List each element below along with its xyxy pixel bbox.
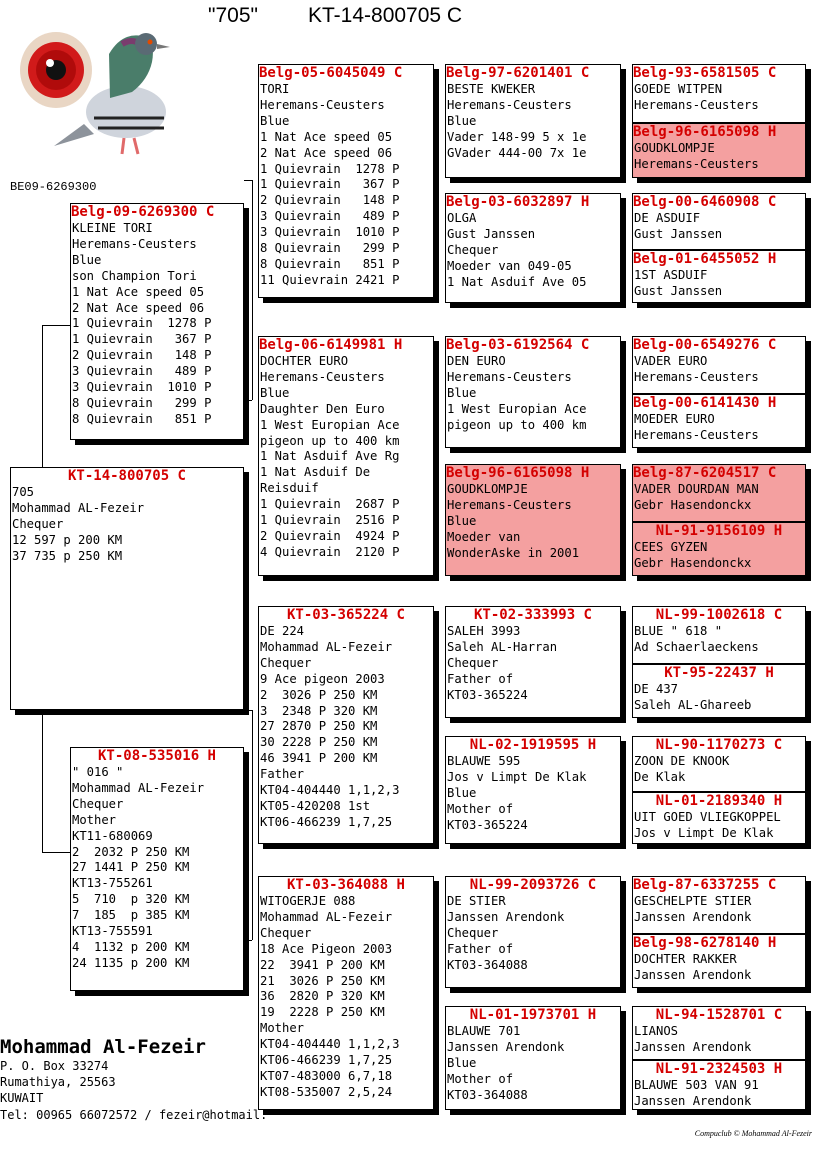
detail-line: Blue: [260, 385, 290, 400]
connector: [438, 935, 439, 1065]
ring-number: KT-08-535016 H: [97, 748, 216, 764]
detail-line: 1 Quievrain 2516 P: [260, 513, 400, 528]
detail-line: Jos v Limpt De Klak: [447, 769, 587, 784]
detail-line: 1 Quievrain 367 P: [260, 177, 400, 192]
detail-line: Daughter Den Euro: [260, 401, 385, 416]
ring-number: NL-91-2324503 H: [655, 1061, 783, 1077]
connector: [625, 362, 626, 420]
detail-line: 1 Quievrain 1278 P: [72, 316, 212, 331]
detail-line: Blue: [447, 785, 477, 800]
detail-line: WITOGERJE 088: [260, 894, 356, 908]
ring-number: KT-14-800705 C: [67, 468, 186, 484]
pedigree-box-sss: [445, 64, 621, 178]
detail-line: VADER EURO: [634, 354, 708, 368]
pedigree-box-sds: [445, 336, 621, 448]
detail-line: 3 Quievrain 489 P: [72, 364, 212, 379]
detail-line: 705: [12, 485, 35, 499]
detail-line: Chequer: [447, 925, 499, 940]
detail-line: KT06-466239 1,7,25: [260, 814, 393, 829]
pigeon-name: "705": [208, 4, 258, 27]
detail-line: Saleh AL-Ghareeb: [634, 697, 752, 712]
ring-number: Belg-96-6165098 H: [633, 124, 777, 140]
pedigree-box-p: [10, 467, 244, 710]
pedigree-box-dam: [633, 665, 805, 718]
connector: [244, 940, 252, 941]
ring-number: NL-01-1973701 H: [469, 1007, 597, 1023]
detail-line: Mohammad AL-Fezeir: [260, 909, 393, 924]
detail-line: Gebr Hasendonckx: [634, 555, 752, 570]
connector: [42, 325, 70, 326]
detail-line: Chequer: [260, 925, 312, 940]
connector: [252, 180, 253, 400]
detail-line: Chequer: [12, 516, 64, 531]
detail-line: 1 Quievrain 2687 P: [260, 497, 400, 512]
detail-line: KT11-680069: [72, 828, 153, 843]
detail-line: Mother: [260, 1021, 305, 1036]
detail-line: KT03-365224: [447, 687, 528, 702]
detail-line: DE ASDUIF: [634, 211, 701, 225]
detail-line: KT13-755591: [72, 924, 153, 939]
pedigree-box-sire: [633, 194, 805, 249]
pedigree-box-dam: [633, 1061, 805, 1110]
ring-number: NL-99-1002618 C: [655, 607, 783, 623]
connector: [42, 852, 70, 853]
detail-line: Jos v Limpt De Klak: [634, 825, 774, 840]
pedigree-box-dam: [633, 395, 805, 448]
pedigree-box-dam: [633, 935, 805, 988]
ring-number: Belg-01-6455052 H: [633, 251, 777, 267]
detail-line: Blue: [260, 113, 290, 128]
detail-line: KLEINE TORI: [72, 221, 153, 235]
detail-line: 2 Quievrain 148 P: [260, 193, 400, 208]
owner-info: [0, 1036, 267, 1123]
ring-number: Belg-09-6269300 C: [71, 204, 215, 220]
detail-line: CEES GYZEN: [634, 540, 708, 554]
detail-line: 3 Quievrain 489 P: [260, 209, 400, 224]
ring-number: Belg-00-6460908 C: [633, 194, 777, 210]
detail-line: DE 224: [260, 624, 305, 638]
detail-line: Heremans-Ceusters: [634, 156, 759, 171]
detail-line: Saleh AL-Harran: [447, 639, 558, 654]
pedigree-pair-box: [632, 193, 806, 303]
detail-line: 2 2032 P 250 KM: [72, 844, 190, 859]
connector: [625, 492, 626, 550]
owner-line: Rumathiya, 25563: [0, 1075, 116, 1090]
detail-line: 1 Nat Asduif Ave 05: [447, 274, 587, 289]
pedigree-pair-box: [632, 64, 806, 178]
detail-line: GOEDE WITPEN: [634, 82, 723, 96]
pedigree-pair-box: [632, 736, 806, 844]
detail-line: 1 Quievrain 1278 P: [260, 161, 400, 176]
detail-line: Moeder van 049-05: [447, 258, 572, 273]
pedigree-box-s: [70, 203, 244, 440]
detail-line: 22 3941 P 200 KM: [260, 957, 385, 972]
detail-line: KT03-364088: [447, 957, 528, 972]
ring-number: Belg-03-6192564 C: [446, 337, 590, 353]
connector: [42, 710, 43, 852]
detail-line: pigeon up to 400 km: [447, 417, 587, 432]
detail-line: 18 Ace Pigeon 2003: [260, 941, 393, 956]
ring-number: Belg-97-6201401 C: [446, 65, 590, 81]
detail-line: Gust Janssen: [447, 226, 536, 241]
detail-line: Janssen Arendonk: [634, 1093, 752, 1108]
pedigree-box-ss: [258, 64, 434, 298]
pedigree-box-sire: [633, 337, 805, 393]
owner-line: P. O. Box 33274: [0, 1059, 109, 1073]
ring-number: KT-03-365224 C: [286, 607, 405, 623]
copyright: Compuclub © Mohammad Al-Fezeir: [694, 1129, 812, 1138]
detail-line: Janssen Arendonk: [447, 909, 565, 924]
ring-number: NL-90-1170273 C: [655, 737, 783, 753]
detail-line: Heremans-Ceusters: [72, 236, 197, 251]
pedigree-box-sire: [633, 65, 805, 122]
detail-line: KT13-755261: [72, 876, 153, 891]
detail-line: DE STIER: [447, 894, 506, 908]
pedigree-pair-box: [632, 606, 806, 718]
detail-line: Heremans-Ceusters: [260, 97, 385, 112]
detail-line: 5 710 p 320 KM: [72, 892, 190, 907]
detail-line: Heremans-Ceusters: [634, 427, 759, 442]
detail-line: 3 Quievrain 1010 P: [260, 225, 400, 240]
ring-number: Belg-00-6141430 H: [633, 395, 777, 411]
ring-number: Belg-96-6165098 H: [446, 465, 590, 481]
detail-line: Mother: [72, 812, 117, 827]
detail-line: Reisduif: [260, 481, 319, 496]
detail-line: Heremans-Ceusters: [260, 369, 385, 384]
owner-name: Mohammad Al-Fezeir: [0, 1036, 206, 1058]
ring-number: Belg-05-6045049 C: [259, 65, 403, 81]
detail-line: DEN EURO: [447, 354, 506, 368]
detail-line: OLGA: [447, 211, 477, 225]
detail-line: 1ST ASDUIF: [634, 268, 708, 282]
detail-line: 19 2228 P 250 KM: [260, 1005, 385, 1020]
detail-line: 12 597 p 200 KM: [12, 532, 123, 547]
ring-number: Belg-98-6278140 H: [633, 935, 777, 951]
detail-line: 8 Quievrain 299 P: [260, 241, 400, 256]
detail-line: KT07-483000 6,7,18: [260, 1068, 393, 1083]
detail-line: Blue: [447, 1055, 477, 1070]
pigeon-photo: [14, 14, 174, 164]
ring-number: Belg-00-6549276 C: [633, 337, 777, 353]
detail-line: DOCHTER EURO: [260, 354, 349, 368]
detail-line: 9 Ace pigeon 2003: [260, 671, 385, 686]
detail-line: GVader 444-00 7x 1e: [447, 145, 587, 160]
pedigree-box-dam: [633, 251, 805, 303]
pedigree-box-sire: [633, 737, 805, 791]
detail-line: 1 Nat Asduif Ave Rg: [260, 449, 400, 464]
detail-line: SALEH 3993: [447, 624, 521, 638]
detail-line: 4 Quievrain 2120 P: [260, 544, 400, 559]
detail-line: Mohammad AL-Fezeir: [12, 500, 145, 515]
detail-line: 3 2348 P 320 KM: [260, 703, 378, 718]
connector: [244, 400, 252, 401]
connector: [42, 325, 43, 467]
connector: [438, 660, 439, 790]
detail-line: Janssen Arendonk: [447, 1039, 565, 1054]
detail-line: GESCHELPTE STIER: [634, 894, 752, 908]
pedigree-box-sire: [633, 465, 805, 521]
connector: [252, 710, 253, 940]
connector: [625, 1034, 626, 1090]
detail-line: 2 Quievrain 148 P: [72, 348, 212, 363]
owner-line: KUWAIT: [0, 1091, 44, 1106]
ring-number: NL-01-2189340 H: [655, 793, 783, 809]
connector: [625, 766, 626, 822]
detail-line: 24 1135 p 200 KM: [72, 955, 190, 970]
detail-line: UIT GOED VLIEGKOPPEL: [634, 810, 781, 824]
detail-line: " 016 ": [72, 765, 124, 779]
detail-line: Blue: [447, 385, 477, 400]
connector: [625, 222, 626, 278]
detail-line: WonderAske in 2001: [447, 545, 580, 560]
pedigree-box-dsd: [445, 736, 621, 844]
detail-line: Janssen Arendonk: [634, 909, 752, 924]
detail-line: Mohammad AL-Fezeir: [72, 780, 205, 795]
detail-line: Chequer: [447, 655, 499, 670]
detail-line: KT04-404440 1,1,2,3: [260, 1037, 400, 1052]
detail-line: KT03-365224: [447, 817, 528, 832]
detail-line: 30 2228 P 250 KM: [260, 735, 378, 750]
detail-line: Mother of: [447, 1071, 514, 1086]
connector: [244, 180, 252, 181]
detail-line: 1 Nat Ace speed 05: [72, 284, 205, 299]
detail-line: 8 Quievrain 299 P: [72, 395, 212, 410]
detail-line: Moeder van: [447, 529, 521, 544]
pedigree-pair-box: [632, 876, 806, 988]
detail-line: 1 Quievrain 367 P: [72, 332, 212, 347]
detail-line: BLAUWE 503 VAN 91: [634, 1078, 759, 1092]
ring-number: Belg-03-6032897 H: [446, 194, 590, 210]
detail-line: DOCHTER RAKKER: [634, 952, 737, 966]
detail-line: LIANOS: [634, 1024, 679, 1038]
photo-ring: BE09-6269300: [10, 180, 97, 194]
detail-line: Vader 148-99 5 x 1e: [447, 129, 587, 144]
pedigree-box-ds: [258, 606, 434, 844]
detail-line: Gust Janssen: [634, 226, 723, 241]
pigeon-ring: KT-14-800705 C: [308, 4, 463, 27]
detail-line: KT04-404440 1,1,2,3: [260, 783, 400, 798]
pedigree-pair-box: [632, 336, 806, 448]
detail-line: Mohammad AL-Fezeir: [260, 639, 393, 654]
ring-number: NL-02-1919595 H: [469, 737, 597, 753]
pedigree-box-dam: [633, 523, 805, 576]
detail-line: 3 Quievrain 1010 P: [72, 380, 212, 395]
detail-line: 2 Nat Ace speed 06: [72, 300, 205, 315]
detail-line: Blue: [447, 513, 477, 528]
detail-line: Janssen Arendonk: [634, 967, 752, 982]
detail-line: 8 Quievrain 851 P: [72, 411, 212, 426]
detail-line: 2 3026 P 250 KM: [260, 687, 378, 702]
detail-line: Heremans-Ceusters: [447, 97, 572, 112]
detail-line: Heremans-Ceusters: [634, 369, 759, 384]
detail-line: Heremans-Ceusters: [447, 369, 572, 384]
detail-line: Blue: [447, 113, 477, 128]
detail-line: Gebr Hasendonckx: [634, 497, 752, 512]
detail-line: VADER DOURDAN MAN: [634, 482, 759, 496]
owner-line: Tel: 00965 66072572 / fezeir@hotmail.: [0, 1107, 268, 1122]
connector: [438, 130, 439, 240]
pedigree-box-d: [70, 747, 244, 991]
ring-number: Belg-93-6581505 C: [633, 65, 777, 81]
detail-line: 1 Nat Ace speed 05: [260, 129, 393, 144]
detail-line: 27 1441 P 250 KM: [72, 860, 190, 875]
detail-line: Chequer: [447, 242, 499, 257]
detail-line: Father of: [447, 671, 514, 686]
pedigree-box-sire: [633, 877, 805, 933]
detail-line: Blue: [72, 252, 102, 267]
ring-number: NL-99-2093726 C: [469, 877, 597, 893]
detail-line: Heremans-Ceusters: [447, 497, 572, 512]
pedigree-box-sire: [633, 607, 805, 663]
detail-line: KT03-364088: [447, 1087, 528, 1102]
detail-line: Ad Schaerlaeckens: [634, 639, 759, 654]
detail-line: Heremans-Ceusters: [634, 97, 759, 112]
pedigree-box-sd: [258, 336, 434, 576]
detail-line: 11 Quievrain 2421 P: [260, 272, 400, 287]
detail-line: 46 3941 P 200 KM: [260, 751, 378, 766]
detail-line: Gust Janssen: [634, 283, 723, 298]
detail-line: ZOON DE KNOOK: [634, 754, 730, 768]
connector: [625, 634, 626, 692]
detail-line: BLUE " 618 ": [634, 624, 723, 638]
ring-number: KT-03-364088 H: [286, 877, 405, 893]
detail-line: DE 437: [634, 682, 679, 696]
pedigree-box-ssd: [445, 193, 621, 303]
detail-line: TORI: [260, 82, 290, 96]
detail-line: 36 2820 P 320 KM: [260, 989, 385, 1004]
pigeon-eye-image: [20, 32, 92, 108]
ring-number: KT-02-333993 C: [473, 607, 592, 623]
detail-line: 7 185 p 385 KM: [72, 908, 190, 923]
pedigree-box-dss: [445, 606, 621, 718]
ring-number: KT-95-22437 H: [664, 665, 774, 681]
connector: [244, 710, 252, 711]
detail-line: 21 3026 P 250 KM: [260, 973, 385, 988]
detail-line: 1 West Europian Ace: [260, 417, 400, 432]
detail-line: 4 1132 p 200 KM: [72, 939, 190, 954]
pedigree-box-sire: [633, 1007, 805, 1059]
detail-line: Janssen Arendonk: [634, 1039, 752, 1054]
detail-line: son Champion Tori: [72, 268, 197, 283]
detail-line: 1 West Europian Ace: [447, 401, 587, 416]
detail-line: GOUDKLOMPJE: [634, 141, 715, 155]
pedigree-pair-box: [632, 464, 806, 576]
detail-line: Mother of: [447, 801, 514, 816]
detail-line: Chequer: [260, 655, 312, 670]
connector: [625, 95, 626, 145]
detail-line: 8 Quievrain 851 P: [260, 256, 400, 271]
detail-line: MOEDER EURO: [634, 412, 715, 426]
ring-number: Belg-87-6337255 C: [633, 877, 777, 893]
detail-line: 37 735 p 250 KM: [12, 548, 123, 563]
pedigree-box-ddd: [445, 1006, 621, 1110]
detail-line: Father of: [447, 941, 514, 956]
connector: [438, 400, 439, 520]
pedigree-box-dds: [445, 876, 621, 988]
detail-line: 2 Nat Ace speed 06: [260, 145, 393, 160]
detail-line: KT06-466239 1,7,25: [260, 1053, 393, 1068]
detail-line: 27 2870 P 250 KM: [260, 719, 378, 734]
detail-line: De Klak: [634, 769, 686, 784]
pedigree-box-dam: [633, 793, 805, 844]
detail-line: BESTE KWEKER: [447, 82, 536, 96]
pedigree-box-dam: [633, 124, 805, 178]
ring-number: NL-91-9156109 H: [655, 523, 783, 539]
connector: [625, 905, 626, 961]
detail-line: BLAUWE 701: [447, 1024, 521, 1038]
ring-number: Belg-06-6149981 H: [259, 337, 403, 353]
detail-line: pigeon up to 400 km: [260, 433, 400, 448]
pedigree-pair-box: [632, 1006, 806, 1110]
detail-line: 2 Quievrain 4924 P: [260, 528, 400, 543]
detail-line: GOUDKLOMPJE: [447, 482, 528, 496]
detail-line: KT05-420208 1st: [260, 798, 371, 813]
pedigree-box-sdd: [445, 464, 621, 576]
pedigree-box-dd: [258, 876, 434, 1110]
detail-line: 1 Nat Asduif De: [260, 465, 371, 480]
detail-line: KT08-535007 2,5,24: [260, 1084, 393, 1099]
detail-line: BLAUWE 595: [447, 754, 521, 768]
detail-line: Chequer: [72, 796, 124, 811]
ring-number: Belg-87-6204517 C: [633, 465, 777, 481]
detail-line: Father: [260, 767, 305, 782]
ring-number: NL-94-1528701 C: [655, 1007, 783, 1023]
